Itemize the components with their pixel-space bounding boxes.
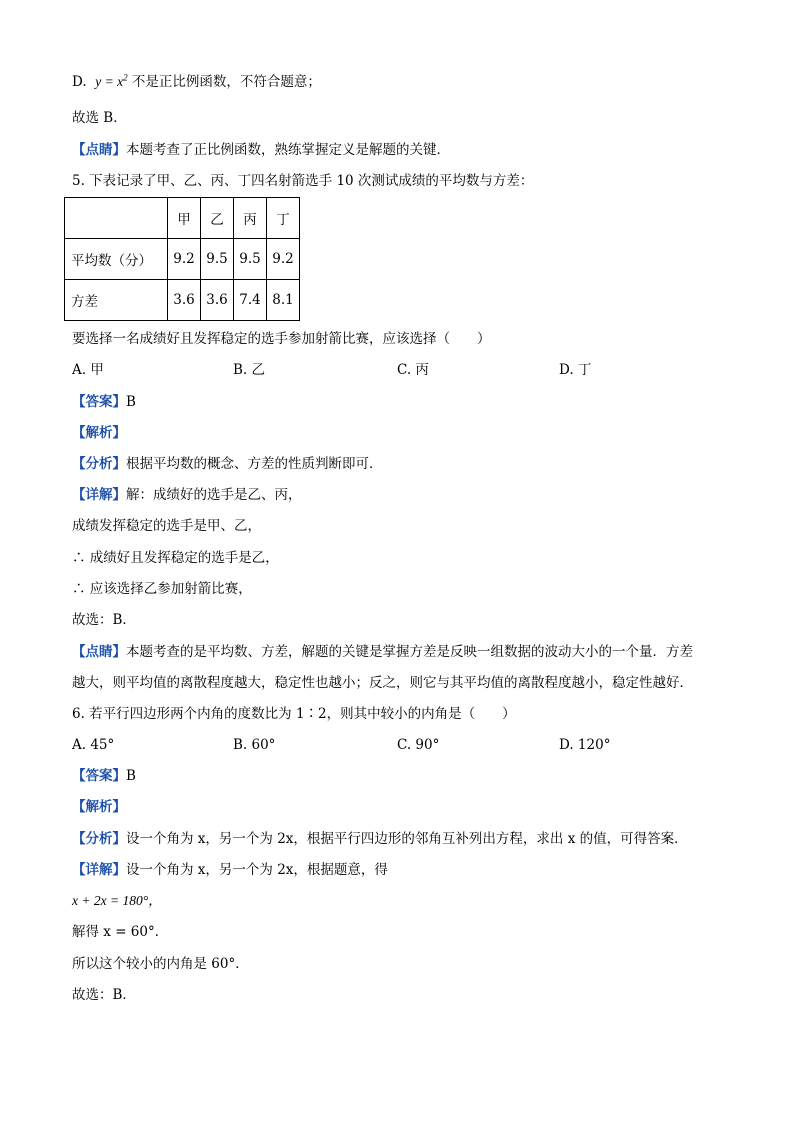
table-cell: 9.5 bbox=[234, 239, 267, 280]
answer-tag: 【答案】 bbox=[72, 768, 126, 784]
table-cell: 3.6 bbox=[201, 280, 234, 321]
q4-option-d: D. $y = x^2$ 不是正比例函数，不符合题意； bbox=[72, 72, 321, 90]
analysis-tag: 【解析】 bbox=[72, 425, 126, 441]
q6-analysis bbox=[72, 797, 126, 817]
table-cell: 3.6 bbox=[168, 280, 201, 321]
q5-line: ∴ 应该选择乙参加射箭比赛， bbox=[72, 581, 252, 597]
table-cell: 9.5 bbox=[201, 239, 234, 280]
q5-answer: 【答案】B bbox=[72, 394, 136, 410]
q4-exponent: 2 bbox=[123, 72, 128, 83]
table-cell: 9.2 bbox=[267, 239, 300, 280]
table-row bbox=[65, 280, 300, 321]
q5-detail: 【详解】解：成绩好的选手是乙、丙， bbox=[72, 487, 302, 503]
tip-tag: 【点睛】 bbox=[72, 142, 126, 158]
detail-tag: 【详解】 bbox=[72, 862, 126, 878]
analysis-tag: 【解析】 bbox=[72, 799, 126, 815]
table-cell: 9.2 bbox=[168, 239, 201, 280]
score-table bbox=[64, 197, 300, 321]
q5-line: 故选：B． bbox=[72, 612, 136, 628]
q5-question: 要选择一名成绩好且发挥稳定的选手参加射箭比赛，应该选择（ ） bbox=[72, 331, 491, 347]
q5-fenxi: 【分析】根据平均数的概念、方差的性质判断即可． bbox=[72, 456, 383, 472]
table-header-cell: 丁 bbox=[267, 198, 300, 239]
q6-equation-2: 解得 x = 60°． bbox=[72, 924, 169, 940]
table-header-row bbox=[65, 198, 300, 239]
option-a: A. 甲 bbox=[72, 362, 104, 378]
q6-options bbox=[72, 735, 712, 755]
option-d: D. 120° bbox=[559, 737, 611, 753]
q5-tip: 【点睛】本题考查的是平均数、方差，解题的关键是掌握方差是反映一组数据的波动大小的一个量．方差 bbox=[72, 644, 693, 660]
q5-tip-cont: 越大，则平均值的离散程度越大，稳定性也越小；反之，则它与其平均值的离散程度越小，稳定性越好． bbox=[72, 675, 693, 691]
option-b: B. 乙 bbox=[233, 362, 266, 378]
q6-choose: 故选：B． bbox=[72, 987, 136, 1003]
table-row bbox=[65, 239, 300, 280]
table-cell bbox=[65, 198, 168, 239]
row-label: 平均数（分） bbox=[65, 239, 168, 280]
table-header-cell: 乙 bbox=[201, 198, 234, 239]
q5-analysis bbox=[72, 423, 126, 443]
detail-tag: 【详解】 bbox=[72, 487, 126, 503]
q4-tip: 【点睛】本题考查了正比例函数，熟练掌握定义是解题的关键． bbox=[72, 142, 450, 158]
option-c: C. 丙 bbox=[397, 362, 429, 378]
table-cell: 7.4 bbox=[234, 280, 267, 321]
answer-tag: 【答案】 bbox=[72, 394, 126, 410]
option-b: B. 60° bbox=[233, 737, 276, 753]
q4-choose: 故选 B． bbox=[72, 110, 127, 126]
q6-stem: 6. 若平行四边形两个内角的度数比为 1∶2，则其中较小的内角是（ ） bbox=[72, 706, 516, 722]
option-d: D. 丁 bbox=[559, 362, 592, 378]
q6-detail: 【详解】设一个角为 x，另一个为 2x，根据题意，得 bbox=[72, 862, 388, 878]
q6-conclusion: 所以这个较小的内角是 60°． bbox=[72, 956, 249, 972]
table-header-cell: 甲 bbox=[168, 198, 201, 239]
q5-options bbox=[72, 360, 712, 380]
q6-fenxi: 【分析】设一个角为 x，另一个为 2x，根据平行四边形的邻角互补列出方程，求出 x 的值，可得答案． bbox=[72, 831, 688, 847]
table-cell: 8.1 bbox=[267, 280, 300, 321]
q5-stem: 5. 下表记录了甲、乙、丙、丁四名射箭选手 10 次测试成绩的平均数与方差： bbox=[72, 173, 534, 189]
q6-equation-1: x + 2x = 180°， bbox=[72, 893, 162, 908]
table-header-cell: 丙 bbox=[234, 198, 267, 239]
option-a: A. 45° bbox=[72, 737, 115, 753]
q5-line: 成绩发挥稳定的选手是甲、乙， bbox=[72, 518, 261, 534]
q4-equation: y = x bbox=[95, 74, 124, 89]
fenxi-tag: 【分析】 bbox=[72, 456, 126, 472]
row-label: 方差 bbox=[65, 280, 168, 321]
tip-tag: 【点睛】 bbox=[72, 644, 126, 660]
option-c: C. 90° bbox=[397, 737, 440, 753]
q6-answer: 【答案】B bbox=[72, 768, 136, 784]
q5-line: ∴ 成绩好且发挥稳定的选手是乙， bbox=[72, 550, 279, 566]
fenxi-tag: 【分析】 bbox=[72, 831, 126, 847]
